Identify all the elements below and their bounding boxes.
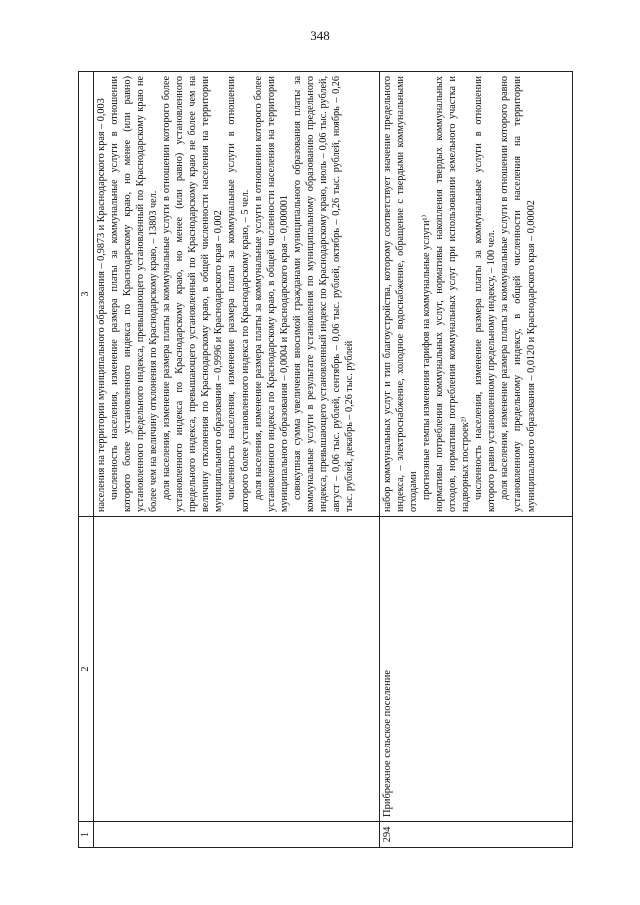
cont-paragraph-6: совокупная сумма увеличения вносимой гражданами муниципального образования платы за коммунальные услуги в результате установления по муниципальному образованию предельного индекса, превышающего установленный индекс по Краснодарскому краю, июль – 0,06 тыс. рублей, август – 0,06 тыс. рублей, сентябрь – 0,06 тыс. рублей, октябрь – 0,26 тыс. рублей, ноябрь – 0,26 тыс. рублей, декабрь – 0,26 тыс. рублей	[291, 76, 355, 512]
row-294-paragraph-4: численность населения, изменение размера платы за коммунальные услуги в отношении которого равно установленному предельному индексу, – 100 чел.	[473, 76, 498, 512]
row-294-number: 294	[380, 822, 573, 848]
header-col-2: 2	[79, 517, 94, 822]
row-294-paragraph-3: нормативы потребления коммунальных услуг, нормативы накопления твердых коммунальных отходов, нормативы потребления коммунальных услуг при использовании земельного участка и надворных построек²⁾	[434, 76, 472, 512]
cont-paragraph-1: населения на территории муниципального образования – 0,9873 и Краснодарского края – 0,003	[96, 98, 107, 512]
row-294-paragraph-1: набор коммунальных услуг и тип благоустройства, которому соответствует значение предельного индекса, – электроснабжение, холодное водоснабжение, обращение с твердыми коммунальными отходами	[382, 76, 420, 512]
cont-paragraph-5: доля населения, изменение размера платы за коммунальные услуги в отношении которого более установленного индекса по Краснодарскому краю, в общей численности населения на территории муниципального образования – 0,0004 и Краснодарского края – 0,000001	[252, 76, 290, 512]
cont-paragraph-3: доля населения, изменение размера платы за коммунальные услуги в отношении которого более установленного индекса по Краснодарскому краю, но менее (или равно) установленного предельного индекса, превышающего установленный по Краснодарскому краю не более чем на величину отклонения по Краснодарскому краю, в общей численности населения на территории муниципального образования – 0,9996 и Краснодарского края – 0,002	[161, 76, 225, 512]
cont-row-content	[94, 72, 380, 517]
table-header-row	[79, 72, 94, 848]
table-row-continuation	[94, 72, 380, 848]
landscape-table-wrapper	[78, 72, 573, 848]
page-number: 348	[310, 28, 330, 43]
cont-row-name	[94, 517, 380, 822]
row-294-paragraph-2: прогнозные темпы изменения тарифов на коммунальные услуги¹⁾	[421, 214, 433, 500]
row-294-paragraph-5: доля населения, изменение размера платы за коммунальные услуги в отношении которого равно установленному предельному индексу, в общей численности населения на территории муниципального образования – 0,0120 и Краснодарского края – 0,00002	[499, 76, 537, 512]
table-row-294	[380, 72, 573, 848]
cont-paragraph-4: численность населения, изменение размера платы за коммунальные услуги в отношении которого более установленного индекса по Краснодарскому краю, – 5 чел.	[226, 76, 251, 512]
row-294-settlement-name: Прибрежное сельское поселение	[380, 517, 573, 822]
rotated-table-area	[78, 72, 573, 848]
row-294-content	[380, 72, 573, 517]
header-col-3: 3	[79, 72, 94, 517]
cont-paragraph-2: численность населения, изменение размера платы за коммунальные услуги в отношении которого более установленного индекса по Краснодарскому краю, но менее (или равно) установленного предельного индекса, превышающего установленный по Краснодарскому краю не более чем на величину отклонения по Краснодарскому краю, – 13803 чел.	[109, 76, 160, 512]
data-table	[78, 71, 573, 848]
cont-row-number	[94, 822, 380, 848]
header-col-1: 1	[79, 822, 94, 848]
